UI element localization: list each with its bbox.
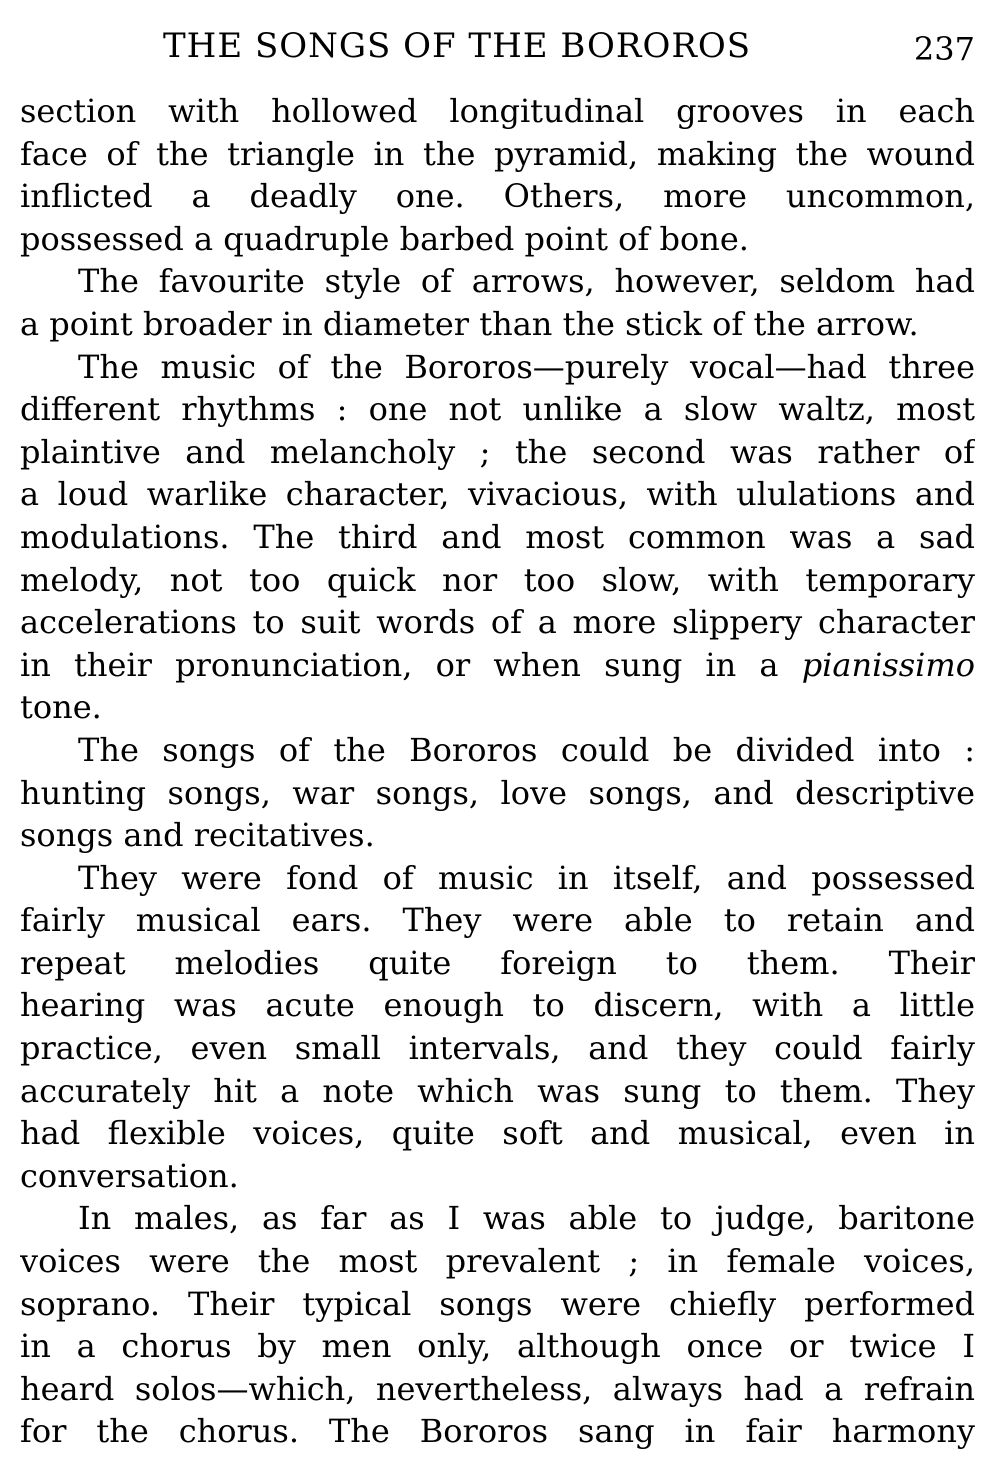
body-text	[20, 90, 975, 1453]
text-line: The songs of the Bororos could be divided into :	[78, 730, 975, 769]
text-line: modulations. The third and most common was a sad	[20, 517, 975, 556]
text-line: hearing was acute enough to discern, with a little	[20, 986, 975, 1025]
text-line: melody, not too quick nor too slow, with temporary	[20, 560, 975, 599]
text-line: hunting songs, war songs, love songs, and descriptive	[20, 773, 975, 812]
text-line: accelerations to suit words of a more slippery character	[20, 603, 975, 642]
paragraph-1	[20, 90, 975, 260]
paragraph-4	[20, 729, 975, 857]
text-line: repeat melodies quite foreign to them. Their	[20, 943, 975, 982]
text-line: accurately hit a note which was sung to them. They	[20, 1071, 975, 1110]
text-line: heard solos—which, nevertheless, always had a refrain	[20, 1369, 975, 1408]
text-line: songs and recitatives.	[20, 816, 375, 855]
text-line: conversation.	[20, 1156, 239, 1195]
text-line: tone.	[20, 688, 102, 727]
italic-term: pianissimo	[801, 645, 975, 684]
text-line: in a chorus by men only, although once or twice I	[20, 1327, 975, 1366]
running-title: THE SONGS OF THE BOROROS	[163, 26, 752, 66]
text-line: soprano. Their typical songs were chiefly performed	[20, 1284, 975, 1323]
text-line: The favourite style of arrows, however, seldom had	[78, 262, 975, 301]
paragraph-3	[20, 346, 975, 729]
paragraph-2	[20, 260, 975, 345]
paragraph-6	[20, 1197, 975, 1453]
text-line: had flexible voices, quite soft and musical, even in	[20, 1114, 975, 1153]
text-line: fairly musical ears. They were able to retain and	[20, 901, 975, 940]
text-line: possessed a quadruple barbed point of bone.	[20, 219, 749, 258]
text-line: a loud warlike character, vivacious, with ululations and	[20, 475, 975, 514]
text-line: The music of the Bororos—purely vocal—had three	[78, 347, 975, 386]
text-line: for the chorus. The Bororos sang in fair harmony	[20, 1412, 975, 1451]
text-segment: in their pronunciation, or when sung in a	[20, 645, 779, 684]
text-line: section with hollowed longitudinal grooves in each	[20, 92, 975, 130]
text-line: different rhythms : one not unlike a slow waltz, most	[20, 390, 975, 429]
text-line: voices were the most prevalent ; in female voices,	[20, 1242, 975, 1281]
text-line: practice, even small intervals, and they could fairly	[20, 1029, 975, 1068]
text-line: In males, as far as I was able to judge, baritone	[78, 1199, 975, 1238]
page-number: 237	[913, 30, 975, 68]
book-page	[20, 0, 975, 1469]
text-line: face of the triangle in the pyramid, making the wound	[20, 134, 975, 173]
text-line: They were fond of music in itself, and possessed	[78, 858, 975, 897]
paragraph-5	[20, 857, 975, 1198]
text-line: a point broader in diameter than the stick of the arrow.	[20, 304, 919, 343]
text-line-with-italic	[20, 644, 975, 687]
running-head	[20, 0, 975, 92]
text-line: plaintive and melancholy ; the second was rather of	[20, 432, 975, 471]
text-line: inflicted a deadly one. Others, more uncommon,	[20, 177, 975, 216]
